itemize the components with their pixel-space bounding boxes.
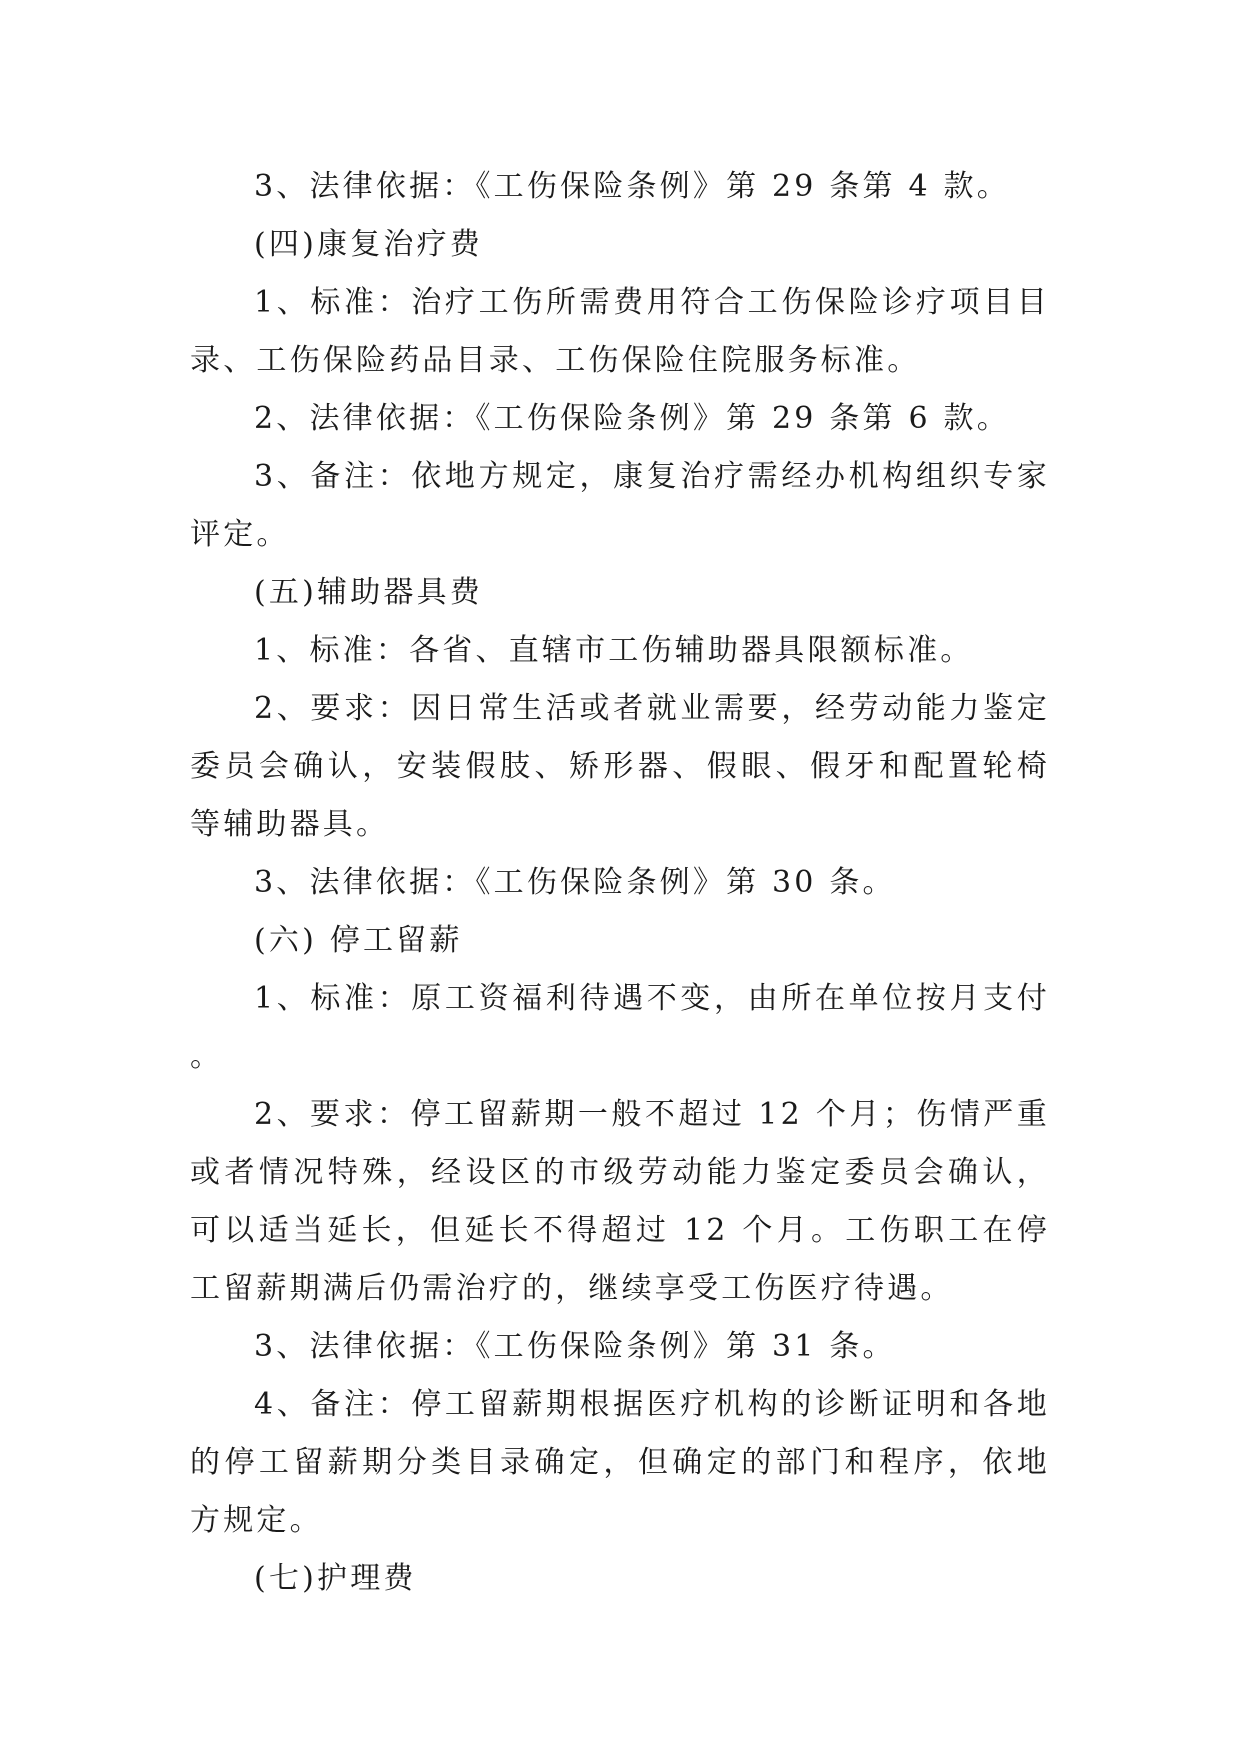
- section-heading-5: (五)辅助器具费: [254, 575, 484, 610]
- document-body: [190, 158, 1050, 1608]
- section-heading-4: (四)康复治疗费: [254, 227, 484, 262]
- paragraph-11: 1、标准：原工资福利待遇不变，由所在单位按月支付 。: [190, 981, 1050, 1074]
- paragraph-5: 3、备注：依地方规定，康复治疗需经办机构组织专家评定。: [190, 459, 1050, 552]
- paragraph-3: 1、标准：治疗工伤所需费用符合工伤保险诊疗项目目录、工伤保险药品目录、工伤保险住院服务标准。: [190, 285, 1050, 378]
- paragraph-13: 3、法律依据：《工伤保险条例》第 31 条。: [254, 1329, 896, 1364]
- paragraph-8: 2、要求：因日常生活或者就业需要，经劳动能力鉴定委员会确认，安装假肢、矫形器、假眼、假牙和配置轮椅等辅助器具。: [190, 691, 1050, 842]
- section-heading-6: (六) 停工留薪: [254, 923, 463, 958]
- section-heading-7: (七)护理费: [254, 1561, 417, 1596]
- paragraph-14: 4、备注：停工留薪期根据医疗机构的诊断证明和各地的停工留薪期分类目录确定，但确定的部门和程序，依地方规定。: [190, 1387, 1050, 1538]
- paragraph-7: 1、标准：各省、直辖市工伤辅助器具限额标准。: [254, 633, 974, 668]
- paragraph-12: 2、要求：停工留薪期一般不超过 12 个月；伤情严重或者情况特殊，经设区的市级劳动能力鉴定委员会确认，可以适当延长，但延长不得超过 12 个月。工伤职工在停工留薪期满后仍需治疗的，继续享受工伤医疗待遇。: [190, 1097, 1050, 1306]
- paragraph-1: 3、法律依据：《工伤保险条例》第 29 条第 4 款。: [254, 169, 1010, 204]
- paragraph-4: 2、法律依据：《工伤保险条例》第 29 条第 6 款。: [254, 401, 1010, 436]
- paragraph-9: 3、法律依据：《工伤保险条例》第 30 条。: [254, 865, 896, 900]
